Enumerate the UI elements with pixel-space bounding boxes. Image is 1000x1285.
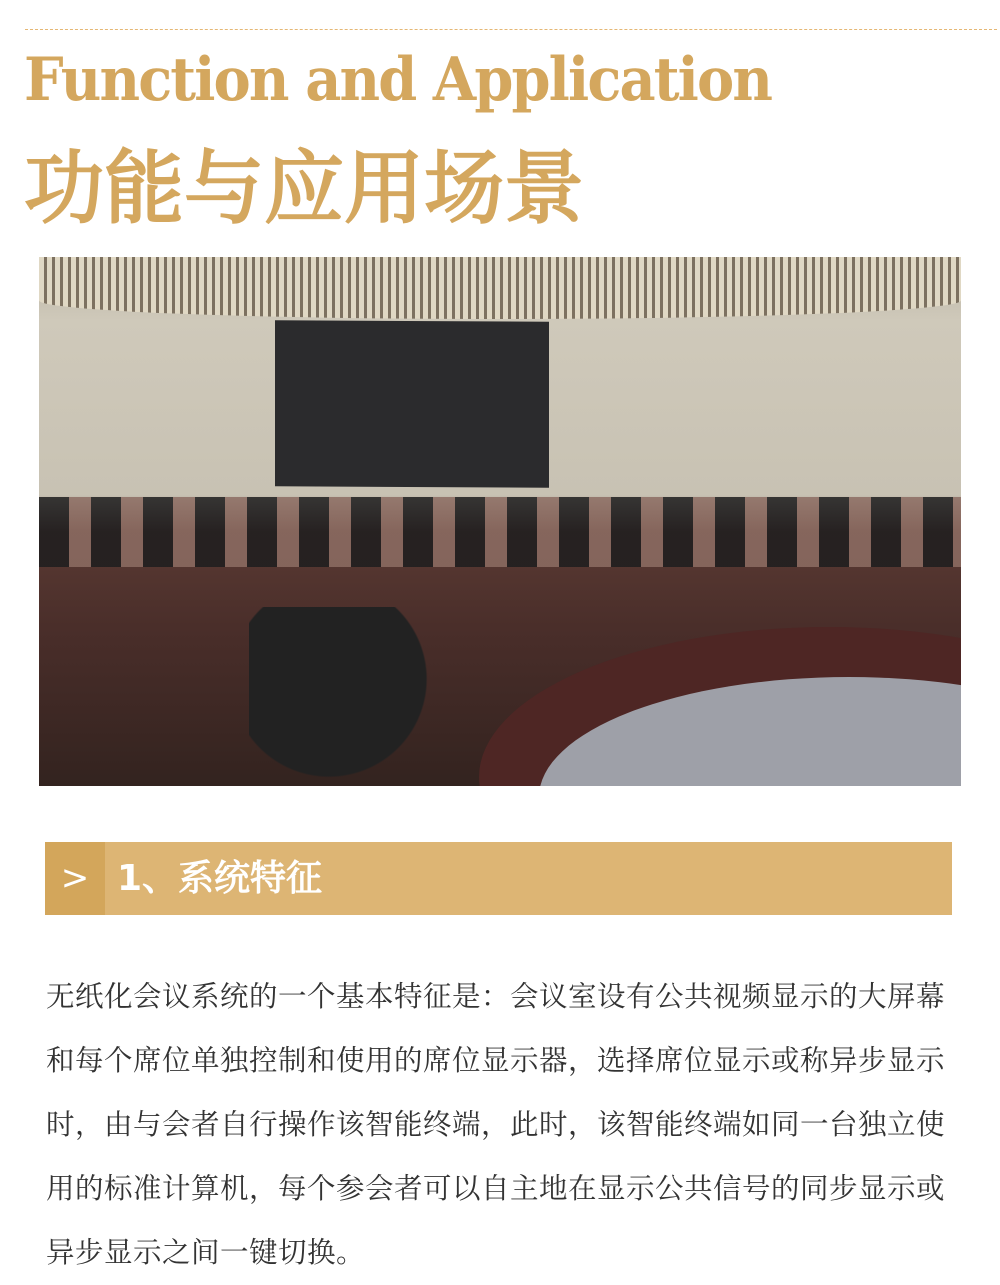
section-title: 1、系统特征 — [117, 858, 323, 899]
section-header — [45, 842, 952, 915]
page-title-en: Function and Application — [24, 45, 772, 115]
dashed-divider — [25, 29, 997, 30]
page-title-cn: 功能与应用场景 — [24, 141, 584, 235]
chairs — [249, 607, 449, 786]
chevron-right-icon: > — [45, 842, 105, 915]
body-paragraph: 无纸化会议系统的一个基本特征是：会议室设有公共视频显示的大屏幕和每个席位单独控制和使用的席位显示器，选择席位显示或称异步显示时，由与会者自行操作该智能终端，此时，该智能终端如同一台独立使用的标准计算机，每个参会者可以自主地在显示公共信号的同步显示或异步显示之间一键切换。 — [46, 980, 946, 1269]
seat-rows — [39, 497, 961, 567]
conference-room-photo — [39, 257, 961, 786]
led-screen — [275, 320, 549, 487]
ceiling-slats — [39, 257, 961, 319]
